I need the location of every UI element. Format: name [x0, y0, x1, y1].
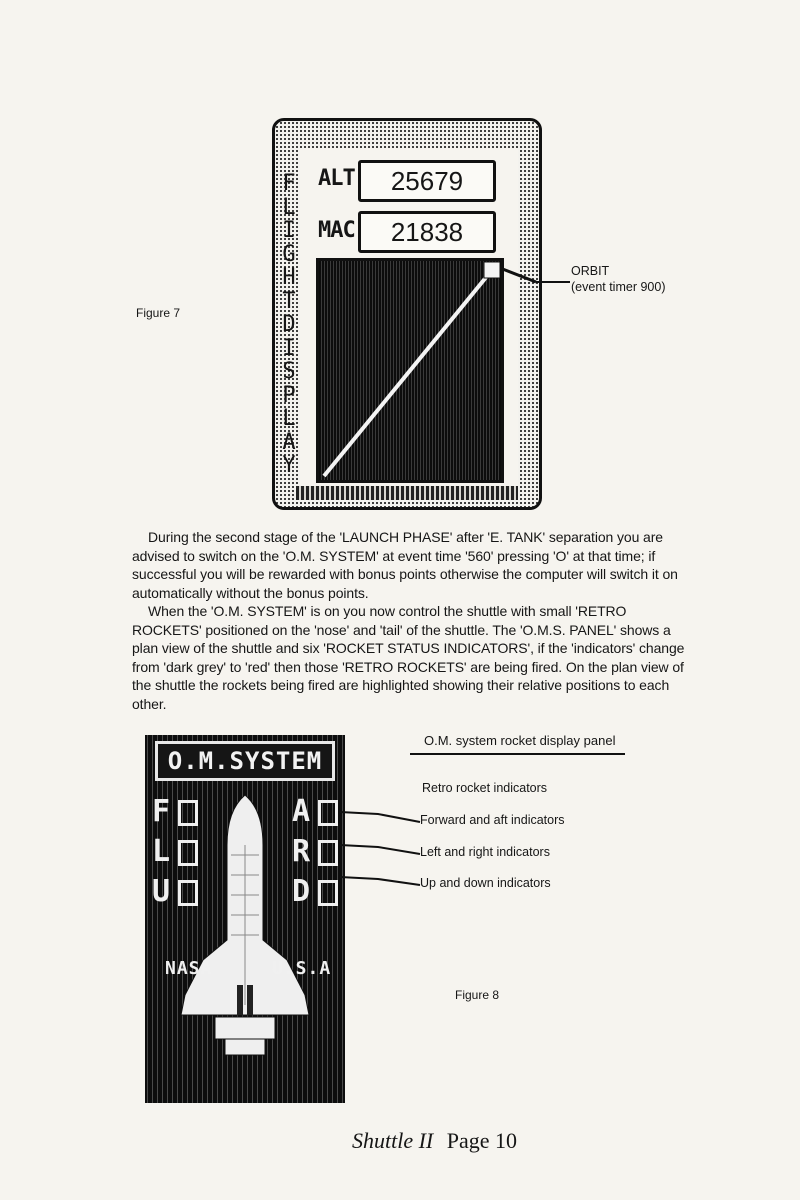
footer-page: Page 10	[446, 1128, 518, 1153]
legend-item-4: Up and down indicators	[420, 876, 551, 890]
legend-item-2: Forward and aft indicators	[420, 813, 565, 827]
om-system-title: O.M.SYSTEM	[155, 741, 335, 781]
shuttle-plan-view-icon	[145, 735, 345, 1103]
alt-label: ALT	[318, 166, 355, 191]
orbit-annotation	[571, 263, 665, 295]
page-footer	[352, 1128, 517, 1154]
flight-display-footer-strip	[296, 486, 518, 500]
legend-leader-lines	[340, 800, 424, 895]
mac-readout: 21838	[358, 211, 496, 253]
flight-display-title: FLIGHT DISPLAY	[282, 171, 296, 478]
shuttle-usa-label: U.S.A	[272, 958, 332, 979]
paragraph-2: When the 'O.M. SYSTEM' is on you now control the shuttle with small 'RETRO ROCKETS' positioned on the 'nose' and 'tail' of the shuttle. The 'O.M.S. PANEL' shows a plan view of the shuttle and six 'ROCKET STATUS INDICATORS', if the 'indicators' change from 'dark grey' to 'red' then those 'RETRO ROCKETS' are being fired. On the plan view of the shuttle the rockets being fired are highlighted showing their relative positions to each other.	[132, 603, 685, 712]
trajectory-line	[324, 270, 492, 476]
paragraph-1: During the second stage of the 'LAUNCH PHASE' after 'E. TANK' separation you are advised to switch on the 'O.M. SYSTEM' at event time '560' pressing 'O' at that time; if successful you will be rewarded with bonus points otherwise the computer will switch it on automatically without the bonus points.	[132, 529, 678, 601]
figure7-caption: Figure 7	[136, 306, 181, 320]
legend-item-3: Left and right indicators	[420, 845, 550, 859]
orbit-callout-line	[496, 262, 576, 292]
left-indicator-1: F	[152, 794, 171, 829]
trajectory-overlay	[316, 258, 504, 483]
right-indicator-3: D	[292, 874, 311, 909]
legend-item-1: Retro rocket indicators	[422, 781, 548, 795]
legend-title: O.M. system rocket display panel	[424, 733, 616, 748]
orbit-annotation-title: ORBIT	[571, 264, 610, 278]
legend-title-underline	[410, 753, 625, 755]
footer-title: Shuttle II	[352, 1128, 434, 1153]
shuttle-nasa-label: NASA	[165, 958, 213, 979]
left-indicator-3: U	[152, 874, 171, 909]
orbit-annotation-detail: (event timer 900)	[571, 280, 666, 294]
left-indicator-2: L	[152, 834, 171, 869]
mac-label: MAC	[318, 218, 355, 243]
right-indicator-1: A	[292, 794, 311, 829]
alt-readout: 25679	[358, 160, 496, 202]
figure8-caption: Figure 8	[455, 988, 500, 1002]
right-indicator-2: R	[292, 834, 311, 869]
body-text	[132, 528, 692, 713]
